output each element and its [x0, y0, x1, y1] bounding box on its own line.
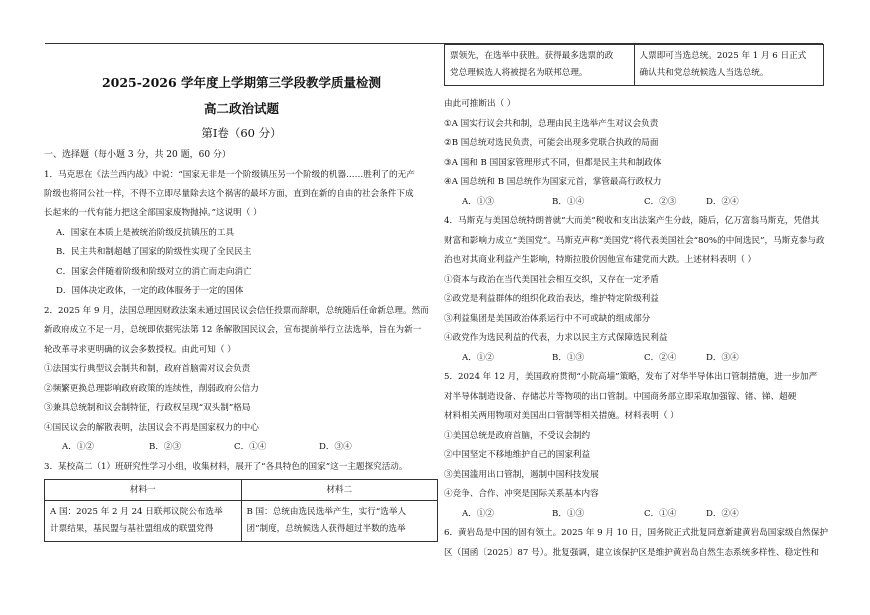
material-one-cell — [45, 501, 242, 542]
q4-item: ③利益集团是美国政治体系运行中不可或缺的组成部分 — [444, 314, 651, 324]
q3-material-table-continued — [444, 44, 824, 86]
material-two-cell-cont — [634, 45, 824, 86]
q5-option-b[interactable]: B．①③ — [552, 509, 585, 519]
q5-line: 材料相关两用物项对美国出口管制等相关措施。材料表明（ ） — [444, 411, 679, 421]
q2-line: 新政府成立不足一月，总统即依据宪法第 12 条解散国民议会，宣布提前举行立法选举，旨在为新一 — [44, 325, 422, 335]
material-two-header: 材料二 — [241, 480, 438, 501]
q3-option-a[interactable]: A．①③ — [462, 197, 494, 207]
material-one-line: 票领先，在选举中获胜。获得最多选票的政 — [450, 51, 614, 61]
q2-line: 轮改革寻求更明确的议会多数授权。由此可知（ ） — [44, 345, 236, 355]
q1-option[interactable]: C．国家会伴随着阶级和阶级对立的消亡而走向消亡 — [56, 267, 252, 277]
exam-title: 2025-2026 学年度上学期第三学段教学质量检测 — [101, 75, 382, 90]
material-two-line: 人票即可当选总统。2025 年 1 月 6 日正式 — [639, 51, 807, 61]
q4-line: 治也对其商业利益产生影响，特斯拉股价因他宣布建党而大跌。上述材料表明（ ） — [444, 255, 757, 265]
q2-item: ①法国实行典型议会制共和制，政府首脑需对议会负责 — [44, 364, 251, 374]
q1-line: 1．马克思在《法兰西内战》中说：“国家无非是一个阶级镇压另一个阶级的机器……胜利了的无产 — [44, 170, 415, 180]
q2-item: ④国民议会的解散表明，法国议会不再是国家权力的中心 — [44, 423, 259, 433]
q4-item: ④政党作为选民利益的代表，力求以民主方式保障选民利益 — [444, 333, 668, 343]
section-heading: 一、选择题（每小题 3 分，共 20 题，60 分） — [44, 150, 231, 160]
q3-item: ①A 国实行议会共和制，总理由民主选举产生对议会负责 — [444, 119, 659, 129]
material-one-line: 党总理候选人将被提名为联邦总理。 — [450, 68, 588, 78]
q1-option[interactable]: D．国体决定政体，一定的政体服务于一定的国体 — [56, 286, 244, 296]
q2-item: ②频繁更换总理影响政府政策的连续性，削弱政府公信力 — [44, 384, 259, 394]
q2-option-a[interactable]: A．①② — [62, 442, 94, 452]
q5-item: ③美国滥用出口管制，遏制中国科技发展 — [444, 470, 599, 480]
material-two-line: B 国：总统由选民选举产生，实行“选举人 — [246, 507, 407, 517]
q3-option-b[interactable]: B．①④ — [552, 197, 585, 207]
q6-line: 区（国函〔2025〕87 号）。批复强调，建立该保护区是维护黄岩岛自然生态系统多样性、稳定性和 — [444, 548, 819, 558]
q2-option-c[interactable]: C．①④ — [234, 442, 267, 452]
q4-item: ②政党是利益群体的组织化政治表达，维护特定阶级利益 — [444, 294, 659, 304]
material-two-line: 团”制度，总统候选人获得超过半数的选举 — [246, 524, 406, 534]
q1-option[interactable]: B．民主共和制超越了国家的阶级性实现了全民民主 — [56, 247, 252, 257]
q5-item: ②中国坚定不移地维护自己的国家利益 — [444, 450, 591, 460]
q5-option-a[interactable]: A．①② — [462, 509, 494, 519]
q4-option-b[interactable]: B．①③ — [552, 353, 585, 363]
q4-line: 财富和影响力成立“美国党”。马斯克声称“美国党”将代表美国社会“80%的中间选民”，马斯克参与政 — [444, 236, 825, 246]
q5-item: ④竞争、合作、冲突是国际关系基本内容 — [444, 489, 599, 499]
q4-option-c[interactable]: C．②④ — [644, 353, 677, 363]
q5-option-c[interactable]: C．①④ — [644, 509, 677, 519]
material-two-line: 确认共和党总统候选人当选总统。 — [639, 68, 769, 78]
material-one-line: A 国：2025 年 2 月 24 日联邦议院公布选举 — [50, 507, 223, 517]
q2-line: 2．2025 年 9 月，法国总理因财政法案未通过国民议会信任投票而辞职，总统随后任命新总理。然而 — [44, 306, 429, 316]
material-two-cell — [241, 501, 438, 542]
q3-material-table — [44, 479, 438, 542]
q3-option-d[interactable]: D．②④ — [706, 197, 739, 207]
q3-item: ④A 国总统和 B 国总统作为国家元首，掌管最高行政权力 — [444, 177, 662, 187]
q4-line: 4．马斯克与美国总统特朗普就“大而美”税收和支出法案产生分歧，随后，亿万富翁马斯克，凭借其 — [444, 216, 820, 226]
q4-option-d[interactable]: D．③④ — [706, 353, 739, 363]
q3-item: ②B 国总统对选民负责，可能会出现多党联合执政的局面 — [444, 138, 659, 148]
material-one-cell-cont — [445, 45, 635, 86]
q4-option-a[interactable]: A．①② — [462, 353, 494, 363]
q2-option-d[interactable]: D．③④ — [319, 442, 352, 452]
q2-option-b[interactable]: B．②③ — [149, 442, 182, 452]
material-one-header: 材料一 — [45, 480, 242, 501]
q3-question: 由此可推断出（ ） — [444, 99, 516, 109]
q1-option[interactable]: A．国家在本质上是被统治阶级反抗镇压的工具 — [56, 228, 235, 238]
q5-item: ①美国总统是政府首脑，不受议会制约 — [444, 431, 591, 441]
q3-intro: 3．某校高二（1）班研究性学习小组，收集材料，展开了“各具特色的国家”这一主题探究活动。 — [44, 462, 408, 472]
q2-item: ③兼具总统制和议会制特征，行政权呈现“双头制”格局 — [44, 403, 251, 413]
q1-line: 阶级也将同公社一样，不得不立即尽量除去这个祸害的最坏方面，直到在新的自由的社会条件下成 — [44, 189, 414, 199]
q3-option-c[interactable]: C．②③ — [644, 197, 677, 207]
q5-line: 对半导体制造设备、存储芯片等物项的出口管制。中国商务部立即采取加强镓、锗、锑、超硬 — [444, 392, 797, 402]
q1-line: 长起来的一代有能力把这全部国家废物抛掉。”这说明（ ） — [44, 208, 262, 218]
q4-item: ①资本与政治在当代美国社会相互交织，又存在一定矛盾 — [444, 275, 659, 285]
q5-option-d[interactable]: D．②④ — [706, 509, 739, 519]
q3-item: ③A 国和 B 国国家管理形式不同，但都是民主共和制政体 — [444, 158, 662, 168]
q6-line: 6．黄岩岛是中国的固有领土。2025 年 9 月 10 日，国务院正式批复同意新建黄岩岛国家级自然保护 — [444, 528, 828, 538]
exam-subtitle: 高二政治试题 — [203, 101, 279, 116]
q5-line: 5．2024 年 12 月，美国政府贯彻“小院高墙”策略，发布了对华半导体出口管制措施，进一步加严 — [444, 372, 818, 382]
material-one-line: 计票结果，基民盟与基社盟组成的联盟党得 — [50, 524, 214, 534]
part-heading: 第Ⅰ卷（60 分） — [201, 126, 282, 140]
